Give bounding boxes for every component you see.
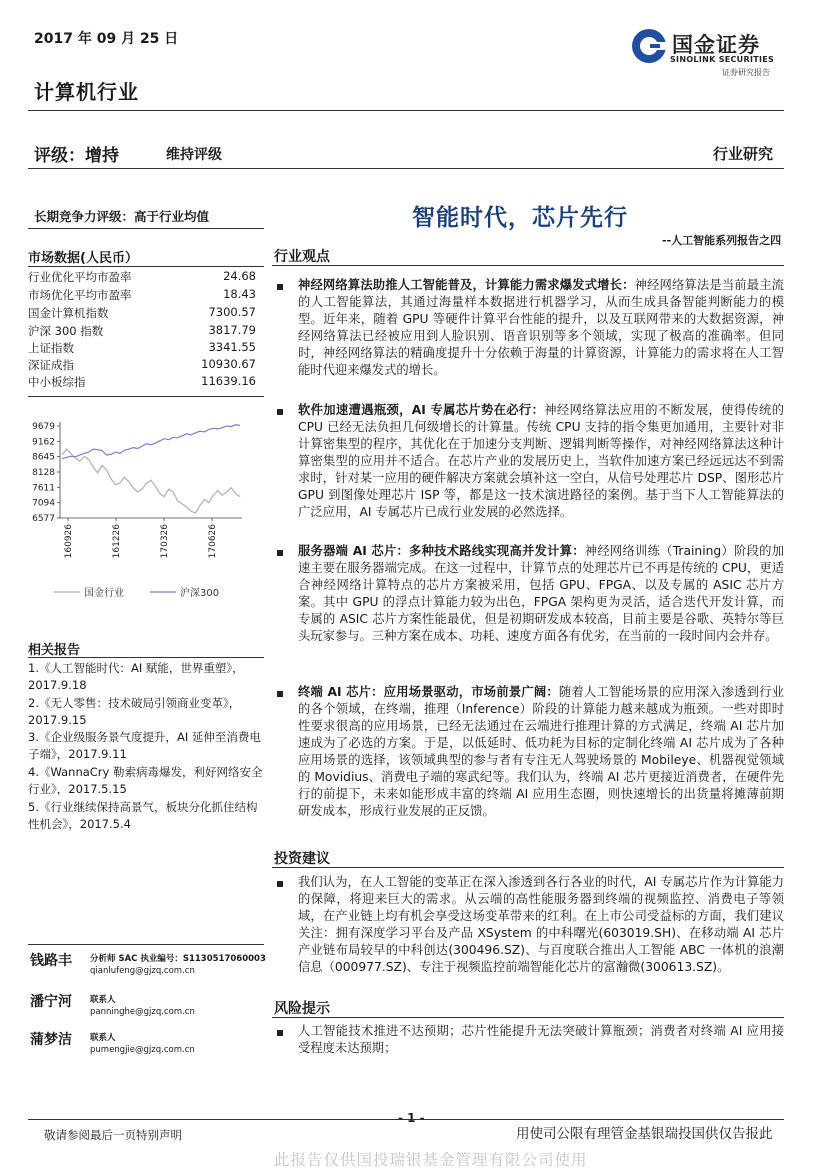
paragraph-risk: 人工智能技术推进不达预期；芯片性能提升无法突破计算瓶颈；消费者对终端 AI 应用接受程度未达预期； [298, 1024, 784, 1055]
report-subtitle: --人工智能系列报告之四 [662, 234, 782, 247]
report-date: 2017 年 09 月 25 日 [34, 31, 179, 47]
report-type: 行业研究 [713, 145, 774, 163]
market-row-label: 深证成指 [28, 358, 74, 372]
chart-x-tick-label: 170326 [160, 524, 170, 559]
related-reports-title: 相关报告 [28, 643, 81, 658]
section-underline [272, 1017, 784, 1018]
analyst-name: 钱路丰 [30, 953, 72, 969]
market-row [28, 269, 256, 287]
market-row [28, 323, 256, 341]
section-industry-view: 行业观点 [274, 249, 330, 265]
bullet-icon [277, 691, 283, 697]
footer-reversed-text: 用使司公限有理管金基银瑞投国供仅告报此 [516, 1126, 773, 1142]
rating-label: 评级：增持 [34, 146, 119, 166]
bullet-icon [277, 881, 283, 887]
sinolink-logo-icon [630, 27, 668, 65]
industry-name: 计算机行业 [34, 80, 139, 104]
logo-subtitle: 证券研究报告 [722, 68, 770, 77]
paragraph-text: 神经网络训练（Training）阶段的加速主要在服务器端完成。在这一过程中，计算节点的处理芯片已不再是传统的 CPU，更适合神经网络计算特点的芯片方案被采用，包括 GPU、FPGA、以及专属的 ASIC 芯片方案。其中 GPU 的浮点计算能力较为出色，FPGA 架构更为灵活，适合迭代开发计算，而专属的 ASIC 芯片方案性能最优，但是初期研发成本较高，目前主要是谷歌、英特尔等巨头玩家参与。三种方案在成本、功耗、速度方面各有优劣，在当前的一段时间内会并存。 [298, 544, 785, 643]
paragraph-nn-algorithm [298, 277, 784, 379]
paragraph-text: 神经网络算法应用的不断发展，使得传统的 CPU 已经无法负担几何级增长的计算量。传统 CPU 支持的指令集更加通用，主要针对非计算密集型的程序，其优化在于加速分支判断、逻辑判断等操作，对神经网络算法这种计算密集型的应用并不适合。在芯片产业的发展历史上，当软件加速方案已经远远达不到需求时，针对某一应用的硬件解决方案就会填补这一空白，从信号处理芯片 DSP、图形芯片 GPU 到图像处理芯片 ISP 等，都是这一技术演进路径的案例。基于当下人工智能算法的广泛应用，AI 专属芯片已成行业发展的必然选择。 [298, 403, 784, 519]
related-report-item[interactable]: 1.《人工智能时代：AI 赋能，世界重塑》，2017.9.18 [28, 661, 244, 692]
paragraph-heading: 终端 AI 芯片：应用场景驱动，市场前景广阔： [298, 685, 559, 699]
paragraph-investment: 我们认为，在人工智能的变革正在深入渗透到各行各业的时代，AI 专属芯片作为计算能力的保障，将迎来巨大的需求。从云端的高性能服务器到终端的视频监控、消费电子等领域，在产业链上均有机会享受这场变革带来的红利。在上市公司受益标的方面，我们建议关注：拥有深度学习平台及产品 XSystem 的中科曙光(603019.SH)、在移动端 AI 芯片产业链布局较早的中科创达(300496.SZ)、与百度联合推出人工智能 ABC 一体机的浪潮信息（000977.SZ)、专注于视频监控前端智能化芯片的富瀚微(300613.SZ)。 [298, 875, 784, 974]
analyst-divider [28, 944, 264, 945]
related-report-item[interactable]: 5.《行业继续保持高景气，板块分化抓住结构性机会》，2017.5.4 [28, 800, 258, 831]
paragraph-text: 随着人工智能场景的应用深入渗透到行业的各个领域，在终端，推理（Inference）阶段的计算能力越来越成为瓶颈。一些对即时性要求很高的应用场景，已经无法通过在云端进行推理计算的方式满足，终端 AI 芯片加速成为了必选的方案。于是，以低延时、低功耗为目标的定制化终端 AI 芯片成为了各种应用场景的选择，该领域典型的参与者有专注无人驾驶场景的 Mobileye、机器视觉领域的 Movidius、消费电子端的寒武纪等。我们认为，终端 AI 芯片更接近消费者，在硬件先行的前提下，未来如能形成丰富的终端 AI 应用生态圈，则快速增长的出货量将摊薄前期研发成本，形成行业发展的正反馈。 [298, 685, 784, 818]
analyst-email[interactable]: panninghe@gjzq.com.cn [90, 1007, 195, 1017]
market-row-label: 中小板综指 [28, 375, 86, 389]
chart-x-tick-label: 160926 [64, 524, 74, 559]
paragraph-heading: 软件加速遭遇瓶颈，AI 专属芯片势在必行： [298, 403, 545, 417]
report-title: 智能时代，芯片先行 [412, 205, 628, 231]
chart-y-tick-label: 6577 [32, 514, 55, 524]
sidebar-divider-1 [28, 228, 264, 229]
section-risk: 风险提示 [274, 1001, 330, 1017]
market-row [28, 357, 256, 375]
market-row-label: 行业优化平均市盈率 [28, 270, 132, 284]
logo-english: SINOLINK SECURITIES [670, 55, 775, 64]
market-row [28, 305, 256, 323]
disclaimer-note: 敬请参阅最后一页特别声明 [44, 1128, 182, 1142]
market-row [28, 374, 256, 392]
related-report-item[interactable]: 2.《无人零售：技术破局引领商业变革》，2017.9.15 [28, 696, 241, 727]
page-number: - 1 - [398, 1111, 425, 1125]
chart-y-tick-label: 9679 [32, 422, 55, 432]
section-investment: 投资建议 [274, 851, 330, 867]
chart-svg [24, 414, 264, 614]
paragraph-heading: 神经网络算法助推人工智能普及，计算能力需求爆发式增长： [298, 278, 635, 292]
related-report-item[interactable]: 3.《企业级服务景气度提升，AI 延伸至消费电子端》，2017.9.11 [28, 730, 261, 761]
bullet-icon [277, 550, 283, 556]
rating-divider [28, 168, 784, 169]
logo-text: 国金证券 [672, 33, 760, 57]
bullet-icon [277, 1030, 283, 1036]
analyst-email[interactable]: pumengjie@gjzq.com.cn [90, 1045, 195, 1055]
market-title-underline [28, 266, 264, 267]
market-row-value: 7300.57 [208, 305, 256, 319]
analyst-email[interactable]: qianlufeng@gjzq.com.cn [90, 966, 195, 976]
chart-x-tick-label: 161226 [112, 524, 122, 559]
header-divider [28, 110, 784, 111]
bullet-icon [277, 284, 283, 290]
index-line-chart [24, 414, 264, 614]
footer-divider [28, 1119, 784, 1120]
analyst-role: 联系人 [90, 1033, 116, 1043]
market-row-value: 10930.67 [201, 357, 256, 371]
paragraph-terminal-chip [298, 684, 784, 820]
market-row-value: 3817.79 [208, 323, 256, 337]
market-row-value: 18.43 [223, 287, 256, 301]
market-data-title: 市场数据(人民币） [28, 251, 138, 266]
chart-y-tick-label: 7611 [32, 483, 55, 494]
related-title-underline [28, 657, 264, 658]
chart-y-tick-label: 7094 [32, 498, 55, 509]
chart-series-line [62, 425, 240, 459]
section-underline [272, 265, 784, 266]
bullet-icon [277, 409, 283, 415]
related-report-item[interactable]: 4.《WannaCry 勒索病毒爆发，利好网络安全行业》，2017.5.15 [28, 765, 263, 796]
market-row-label: 沪深 300 指数 [28, 324, 104, 338]
analyst-role: 分析师 SAC 执业编号：S1130517060003 [90, 954, 266, 964]
chart-legend-label: 国金行业 [84, 588, 124, 599]
market-row-value: 11639.16 [201, 374, 256, 388]
chart-y-tick-label: 8645 [32, 452, 55, 463]
market-data-divider [28, 396, 264, 397]
chart-x-tick-label: 170626 [208, 524, 218, 559]
long-term-rating: 长期竞争力评级：高于行业均值 [34, 209, 210, 224]
market-row-value: 24.68 [223, 269, 256, 283]
market-row [28, 287, 256, 305]
market-row-label: 上证指数 [28, 341, 74, 355]
market-row-label: 国金计算机指数 [28, 306, 109, 320]
watermark-text: 此报告仅供国投瑞银基金管理有限公司使用 [274, 1151, 588, 1169]
section-underline [272, 867, 784, 868]
market-row-label: 市场优化平均市盈率 [28, 288, 132, 302]
analyst-name: 蒲梦洁 [30, 1032, 72, 1048]
analyst-name: 潘宁河 [30, 994, 72, 1010]
paragraph-text: 神经网络算法是当前最主流的人工智能算法，其通过海量样本数据进行机器学习，从而生成具备智能判断能力的模型。近年来，随着 GPU 等硬件计算平台性能的提升，以及互联网带来的大数据资源，神经网络算法已经被应用到人脸识别、语音识别等多个领域，实现了极高的准确率。但同时，神经网络算法的精确度提升十分依赖于海量的计算资源，计算能力的需求将在人工智能时代迎来爆发式的增长。 [298, 278, 784, 377]
chart-y-tick-label: 8128 [32, 468, 55, 478]
market-row [28, 340, 256, 358]
paragraph-server-chip [298, 543, 784, 645]
market-row-value: 3341.55 [208, 340, 256, 354]
rating-action: 维持评级 [166, 147, 222, 163]
paragraph-heading: 服务器端 AI 芯片：多种技术路线实现高并发计算： [298, 544, 585, 558]
analyst-role: 联系人 [90, 995, 116, 1005]
chart-series-line [62, 449, 240, 513]
chart-legend-label: 沪深300 [180, 588, 220, 599]
chart-y-tick-label: 9162 [32, 437, 55, 448]
paragraph-software-bottleneck [298, 402, 784, 521]
